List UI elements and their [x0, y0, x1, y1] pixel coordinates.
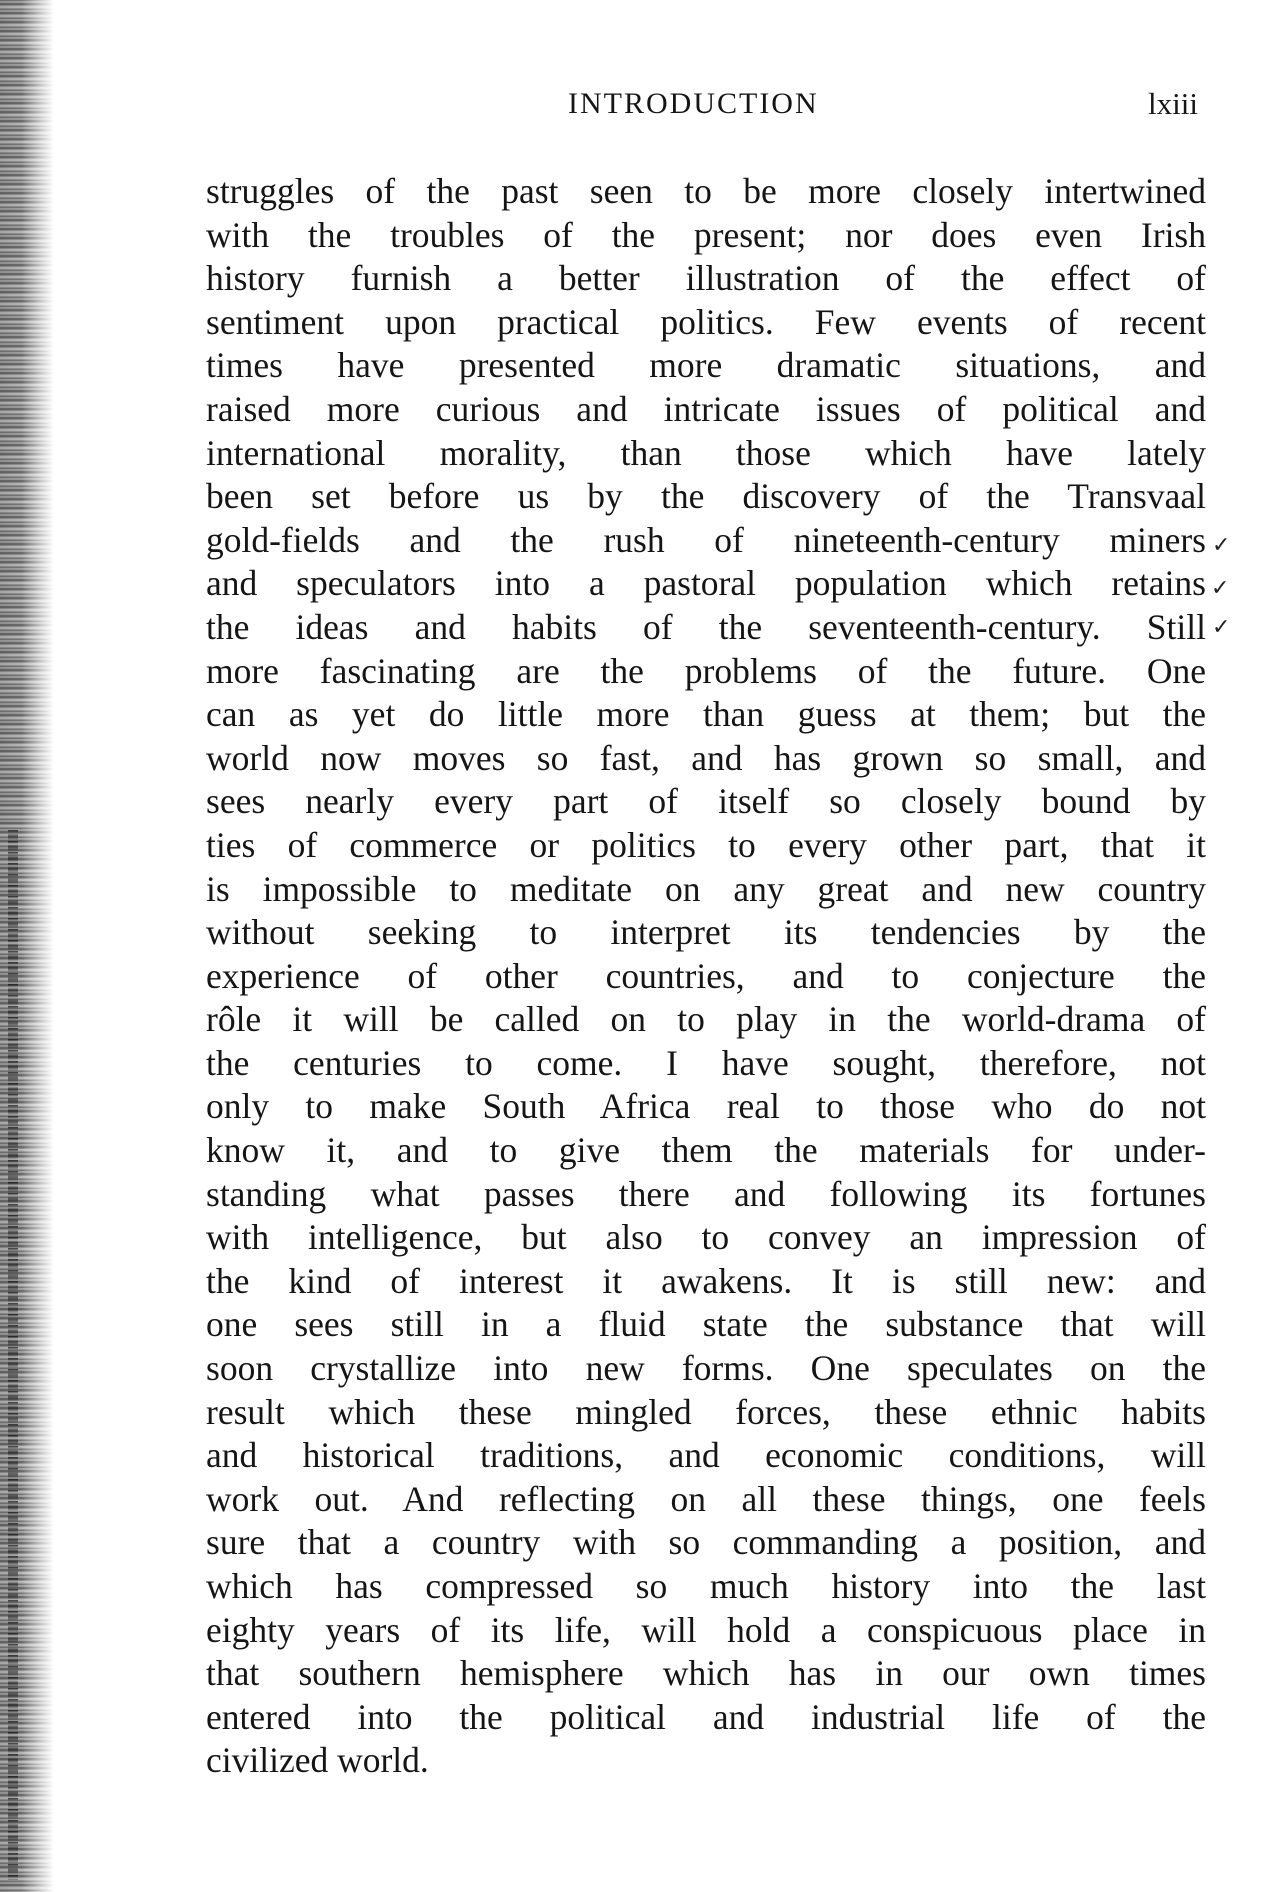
text-line: is impossible to meditate on any great and new country: [206, 868, 1206, 909]
text-line: entered into the political and industrial life of the: [206, 1696, 1206, 1737]
text-line: work out. And reflecting on all these things, one feels: [206, 1478, 1206, 1519]
text-line: history furnish a better illustration of the effect of: [206, 258, 1206, 299]
running-head: INTRODUCTION: [568, 87, 819, 120]
margin-checkmark: ✓: [1212, 615, 1231, 640]
text-line: the ideas and habits of the seventeenth-century. Still: [206, 606, 1206, 647]
text-line: with intelligence, but also to convey an impression of: [206, 1217, 1206, 1258]
text-line: experience of other countries, and to conjecture the: [206, 955, 1206, 996]
page-number: lxiii: [1148, 86, 1198, 121]
text-line: and speculators into a pastoral population which retains: [206, 563, 1206, 604]
text-line: times have presented more dramatic situations, and: [206, 345, 1206, 386]
text-line: sentiment upon practical politics. Few events of recent: [206, 301, 1206, 342]
text-line: gold-fields and the rush of nineteenth-century miners: [206, 519, 1206, 560]
margin-checkmark: ✓: [1211, 576, 1230, 601]
text-line: result which these mingled forces, these ethnic habits: [206, 1391, 1206, 1432]
text-line: more fascinating are the problems of the future. One: [206, 650, 1206, 691]
text-line: world now moves so fast, and has grown so small, and: [206, 737, 1206, 778]
text-line: sees nearly every part of itself so closely bound by: [206, 781, 1206, 822]
text-line: soon crystallize into new forms. One speculates on the: [206, 1348, 1206, 1389]
text-line: eighty years of its life, will hold a conspicuous place in: [206, 1609, 1206, 1650]
text-line: sure that a country with so commanding a position, and: [206, 1522, 1206, 1563]
text-line: can as yet do little more than guess at them; but the: [206, 694, 1206, 735]
body-text: [206, 170, 1206, 1783]
text-line: civilized world.: [206, 1740, 429, 1781]
text-line: ties of commerce or politics to every other part, that it: [206, 824, 1206, 865]
text-line: that southern hemisphere which has in our own times: [206, 1653, 1206, 1694]
text-line: the centuries to come. I have sought, therefore, not: [206, 1042, 1206, 1083]
text-line: one sees still in a fluid state the substance that will: [206, 1304, 1206, 1345]
text-line: know it, and to give them the materials for under-: [206, 1130, 1206, 1171]
text-line: international morality, than those which have lately: [206, 432, 1206, 473]
text-line: raised more curious and intricate issues of political and: [206, 388, 1206, 429]
text-line: been set before us by the discovery of the Transvaal: [206, 476, 1206, 517]
text-line: and historical traditions, and economic conditions, will: [206, 1435, 1206, 1476]
text-line: only to make South Africa real to those who do not: [206, 1086, 1206, 1127]
text-line: which has compressed so much history into the last: [206, 1566, 1206, 1606]
margin-checkmark: ✓: [1212, 533, 1231, 558]
text-line: without seeking to interpret its tendencies by the: [206, 912, 1206, 953]
text-line: rôle it will be called on to play in the world-drama of: [206, 999, 1206, 1040]
text-line: with the troubles of the present; nor does even Irish: [206, 214, 1206, 255]
text-line: struggles of the past seen to be more closely intertwined: [206, 171, 1206, 211]
binding-edge: [8, 830, 18, 1880]
text-line: standing what passes there and following its fortunes: [206, 1173, 1206, 1214]
page-header: [210, 84, 1200, 124]
text-line: the kind of interest it awakens. It is still new: and: [206, 1260, 1206, 1301]
